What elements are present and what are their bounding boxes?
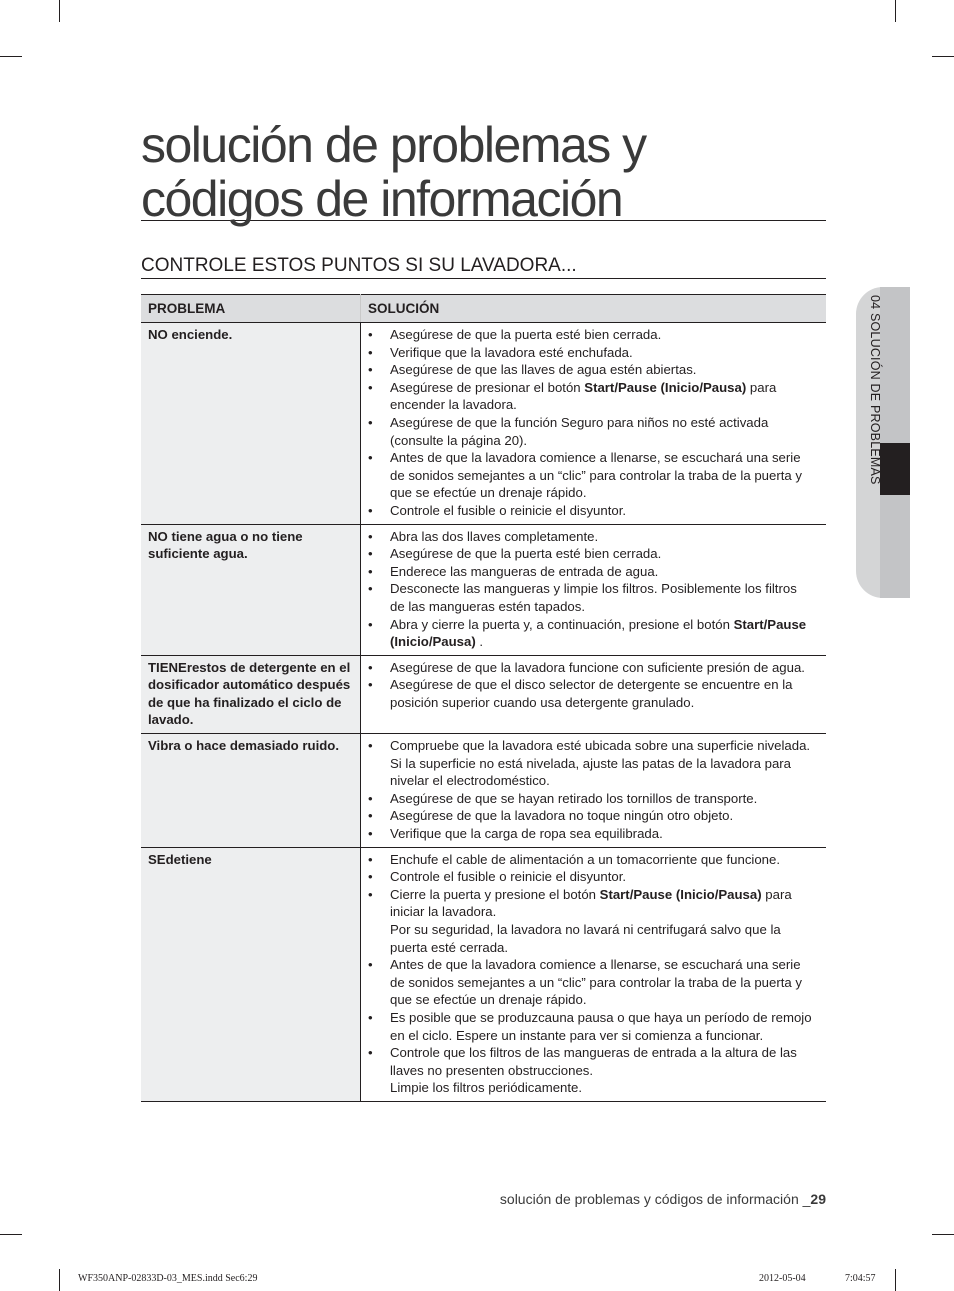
problem-cell: NO enciende. <box>141 323 361 525</box>
solution-item <box>367 502 814 520</box>
print-slug-file: WF350ANP-02833D-03_MES.indd Sec6:29 <box>78 1273 258 1284</box>
chapter-tab-marker <box>880 443 910 495</box>
print-slug-time: 7:04:57 <box>845 1273 876 1284</box>
solution-item <box>367 580 814 615</box>
solution-text: Asegúrese de que la puerta esté bien cerrada. <box>390 546 662 562</box>
button-name: Start/Pause (Inicio/Pausa) <box>390 616 807 650</box>
solution-item <box>367 825 814 843</box>
solution-text: Compruebe que la lavadora esté ubicada sobre una superficie nivelada. <box>390 738 811 754</box>
solution-item <box>367 790 814 808</box>
solution-text: Asegúrese de que la función Seguro para niños no esté activada (consulte la página 20). <box>390 414 769 448</box>
solution-text: Abra las dos llaves completamente. <box>390 528 599 544</box>
solution-text: Asegúrese de que se hayan retirado los tornillos de transporte. <box>390 790 758 806</box>
crop-mark <box>0 56 22 57</box>
button-name: Start/Pause (Inicio/Pausa) <box>584 379 747 395</box>
solution-item <box>367 344 814 362</box>
solution-list <box>367 528 814 651</box>
button-name: Start/Pause (Inicio/Pausa) <box>599 886 762 902</box>
solution-item <box>367 361 814 379</box>
solution-item <box>367 659 814 677</box>
table-row <box>141 655 826 733</box>
solution-text: Controle el fusible o reinicie el disyuntor. <box>390 869 627 885</box>
table-header-row <box>141 295 826 323</box>
solution-item <box>367 616 814 651</box>
column-header-problem: PROBLEMA <box>141 295 361 323</box>
solution-cell <box>361 847 827 1101</box>
print-slug-date: 2012-05-04 <box>759 1273 806 1284</box>
solution-text: Enchufe el cable de alimentación a un tomacorriente que funcione. <box>390 851 781 867</box>
solution-item <box>367 326 814 344</box>
solution-note: Si la superficie no está nivelada, ajuste las patas de la lavadora para nivelar el electrodoméstico. <box>390 755 792 789</box>
solution-text: Es posible que se produzcauna pausa o que haya un período de remojo en el ciclo. Espere un instante para ver si comienza a funcionar. <box>390 1009 812 1043</box>
solution-text-after: para encender la lavadora. <box>390 379 777 413</box>
crop-mark <box>895 0 896 22</box>
solution-list <box>367 737 814 843</box>
solution-text: Asegúrese de que la puerta esté bien cerrada. <box>390 327 662 342</box>
page-title-line-2: códigos de información <box>141 171 623 227</box>
solution-text: Antes de que la lavadora comience a llenarse, se escuchará una serie de sonidos semejantes a un “clic” para controlar la traba de la puerta y que se efectúe un drenaje rápido. <box>390 957 802 1008</box>
solution-item <box>367 379 814 414</box>
solution-item <box>367 868 814 886</box>
solution-list <box>367 326 814 520</box>
solution-item <box>367 563 814 581</box>
problem-cell: NO tiene agua o no tiene suficiente agua. <box>141 524 361 655</box>
table-row <box>141 847 826 1101</box>
solution-item <box>367 1009 814 1044</box>
solution-list <box>367 659 814 712</box>
solution-item <box>367 807 814 825</box>
solution-text: Abra y cierre la puerta y, a continuación, presione el botón <box>390 616 734 632</box>
solution-item <box>367 449 814 502</box>
chapter-tab-label: 04 SOLUCIÓN DE PROBLEMAS <box>868 295 882 485</box>
crop-mark <box>0 1234 22 1235</box>
solution-item <box>367 737 814 790</box>
solution-text: Cierre la puerta y presione el botón <box>390 886 600 902</box>
solution-note: Limpie los filtros periódicamente. <box>390 1080 583 1096</box>
solution-cell <box>361 524 827 655</box>
problem-cell: TIENErestos de detergente en el dosificador automático después de que ha finalizado el ciclo de lavado. <box>141 655 361 733</box>
solution-text: Asegúrese de que las llaves de agua estén abiertas. <box>390 362 697 378</box>
solution-text: Desconecte las mangueras y limpie los filtros. Posiblemente los filtros de las mangueras estén tapados. <box>390 581 797 614</box>
page-title-line-1: solución de problemas y <box>141 117 646 173</box>
crop-mark <box>895 1269 896 1291</box>
solution-item <box>367 676 814 711</box>
solution-item <box>367 956 814 1009</box>
table-body <box>141 323 826 1102</box>
solution-cell <box>361 734 827 848</box>
page-title <box>141 117 826 227</box>
troubleshooting-table <box>141 294 826 1102</box>
column-header-solution: SOLUCIÓN <box>361 295 827 323</box>
solution-item <box>367 1044 814 1097</box>
page-footer <box>500 1191 826 1207</box>
solution-item <box>367 886 814 956</box>
solution-item <box>367 414 814 449</box>
solution-note: Por su seguridad, la lavadora no lavará ni centrifugará salvo que la puerta esté cerrada. <box>390 922 781 955</box>
table-row <box>141 323 826 525</box>
solution-cell <box>361 323 827 525</box>
problem-cell: SEdetiene <box>141 847 361 1101</box>
solution-text: Asegúrese de que el disco selector de detergente se encuentre en la posición superior cuando usa detergente granulado. <box>390 677 793 710</box>
solution-item <box>367 851 814 869</box>
problem-cell: Vibra o hace demasiado ruido. <box>141 734 361 848</box>
solution-cell <box>361 655 827 733</box>
solution-text: Controle que los filtros de las mangueras de entrada a la altura de las llaves no presenten obstrucciones. <box>390 1045 797 1078</box>
page-number: 29 <box>810 1191 826 1207</box>
table-row <box>141 734 826 848</box>
solution-text: Asegúrese de que la lavadora funcione con suficiente presión de agua. <box>390 659 805 675</box>
solution-text: Asegúrese de que la lavadora no toque ningún otro objeto. <box>390 808 734 824</box>
section-heading: CONTROLE ESTOS PUNTOS SI SU LAVADORA... <box>141 254 826 279</box>
solution-text: Asegúrese de presionar el botón <box>390 379 585 395</box>
solution-text: Controle el fusible o reinicie el disyuntor. <box>390 502 627 518</box>
crop-mark <box>932 56 954 57</box>
solution-text: Enderece las mangueras de entrada de agua. <box>390 563 659 579</box>
solution-text: Verifique que la carga de ropa sea equilibrada. <box>390 826 663 842</box>
table-row <box>141 524 826 655</box>
solution-item <box>367 545 814 563</box>
crop-mark <box>932 1234 954 1235</box>
solution-text-after: para iniciar la lavadora. <box>390 886 792 920</box>
crop-mark <box>59 1269 60 1291</box>
solution-list <box>367 851 814 1097</box>
solution-text: Verifique que la lavadora esté enchufada. <box>390 344 633 360</box>
solution-text: Antes de que la lavadora comience a llenarse, se escuchará una serie de sonidos semejantes a un “clic” para controlar la traba de la puerta y que se efectúe un drenaje rápido. <box>390 450 802 501</box>
solution-item <box>367 528 814 546</box>
footer-text: solución de problemas y códigos de información _ <box>499 1191 811 1207</box>
crop-mark <box>59 0 60 22</box>
solution-text-after: . <box>475 634 484 650</box>
